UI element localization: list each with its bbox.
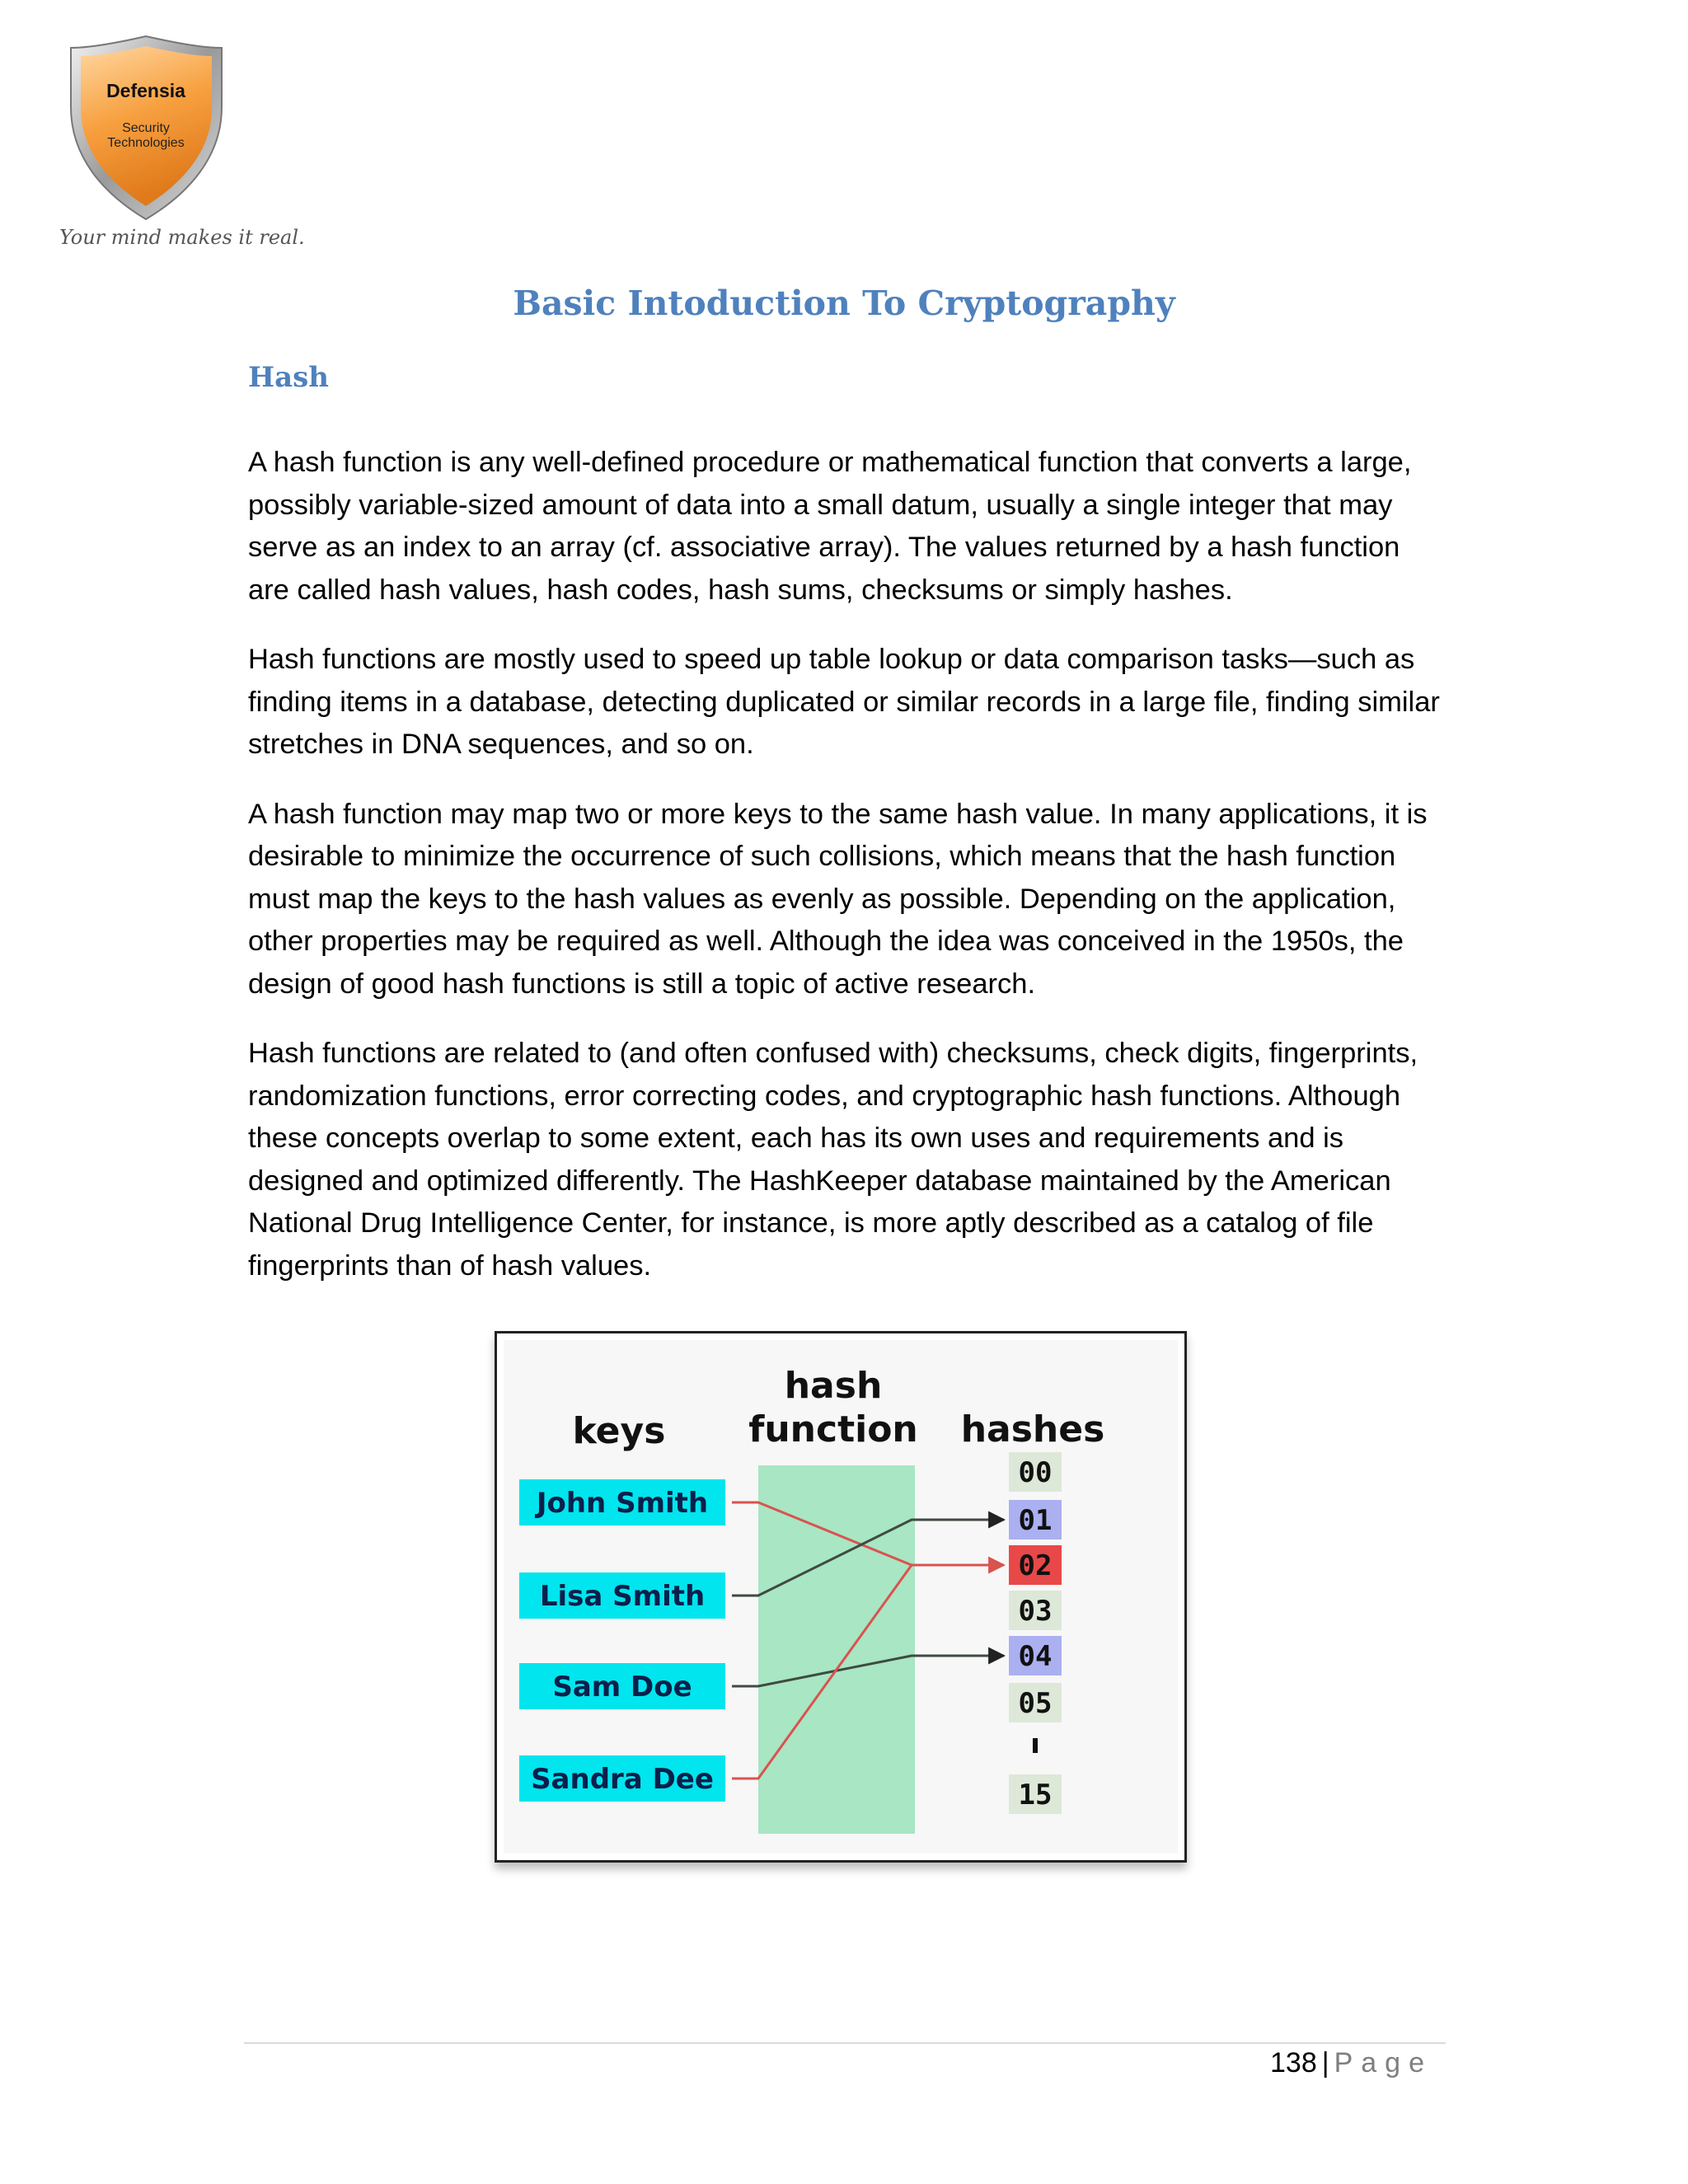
hash-label: 01 (1018, 1504, 1053, 1537)
paragraph: Hash functions are related to (and often confused with) checksums, check digits, fingerprints, randomization functions, error correcting codes, and cryptographic hash functions. Although these concepts overlap to some extent, each has its own uses and requirements and is designed and optimized differently. The HashKeeper database maintained by the American National Drug Intelligence Center, for instance, is more aptly described as a catalog of file fingerprints than of hash values. (248, 1038, 1418, 1282)
logo-name: Defensia (106, 80, 185, 101)
key-label: Sandra Dee (531, 1763, 714, 1796)
body-text (248, 442, 1443, 1315)
key-item (519, 1479, 725, 1526)
logo-sub1: Security (122, 121, 170, 135)
hash-item (1009, 1452, 1062, 1492)
key-label: John Smith (536, 1487, 709, 1520)
keys-header: keys (572, 1410, 666, 1452)
hash-function-band (758, 1465, 915, 1834)
key-label: Lisa Smith (539, 1580, 706, 1613)
hash-label: 02 (1018, 1549, 1053, 1582)
paragraph: A hash function may map two or more keys to the same hash value. In many applications, it is desirable to minimize the occurrence of such collisions, which means that the hash function must map the keys to the hash values as evenly as possible. Depending on the application, other properties may be required as well. Although the idea was conceived in the 1950s, the design of good hash functions is still a topic of active research. (248, 798, 1428, 1000)
key-item (519, 1663, 725, 1709)
hash-item (1009, 1774, 1062, 1814)
diagram-canvas (497, 1333, 1184, 1860)
hash-label: 05 (1018, 1687, 1053, 1720)
key-item (519, 1755, 725, 1802)
page-number: 138 (1270, 2047, 1317, 2079)
footer-divider (244, 2042, 1446, 2044)
paragraph: A hash function is any well-defined procedure or mathematical function that converts a large, possibly variable-sized amount of data into a small datum, usually a single integer that may serve as an index to an array (cf. associative array). The values returned by a hash function are called hash values, hash codes, hash sums, checksums or simply hashes. (248, 447, 1412, 606)
key-item (519, 1572, 725, 1619)
section-heading: Hash (248, 361, 330, 394)
footer-separator: | (1321, 2047, 1329, 2079)
hash-item (1033, 1738, 1038, 1753)
hash-item (1009, 1591, 1062, 1630)
hash-header-line2: function (748, 1408, 918, 1451)
hash-label: 04 (1018, 1640, 1053, 1673)
hash-label: 00 (1018, 1456, 1053, 1489)
logo-tagline: Your mind makes it real. (59, 226, 305, 249)
page-footer (1270, 2047, 1432, 2079)
hash-item (1009, 1683, 1062, 1722)
hash-header-line1: hash (784, 1365, 883, 1407)
hash-item (1009, 1545, 1062, 1585)
logo-sub2: Technologies (107, 136, 185, 150)
paragraph: Hash functions are mostly used to speed up table lookup or data comparison tasks—such as finding items in a database, detecting duplicated or similar records in a large file, finding similar stretches in DNA sequences, and so on. (248, 644, 1440, 760)
shield-logo-icon (66, 33, 227, 223)
key-label: Sam Doe (552, 1671, 692, 1704)
hash-label: 03 (1018, 1595, 1053, 1628)
hash-item (1009, 1636, 1062, 1675)
hash-label: 15 (1018, 1779, 1053, 1811)
hash-item (1009, 1500, 1062, 1540)
hash-function-diagram (495, 1331, 1187, 1863)
page-title: Basic Intoduction To Cryptography (513, 284, 1175, 323)
page-word: Page (1334, 2047, 1432, 2079)
hash-ellipsis (1033, 1738, 1038, 1753)
company-logo (66, 33, 227, 223)
hashes-header: hashes (960, 1408, 1105, 1451)
